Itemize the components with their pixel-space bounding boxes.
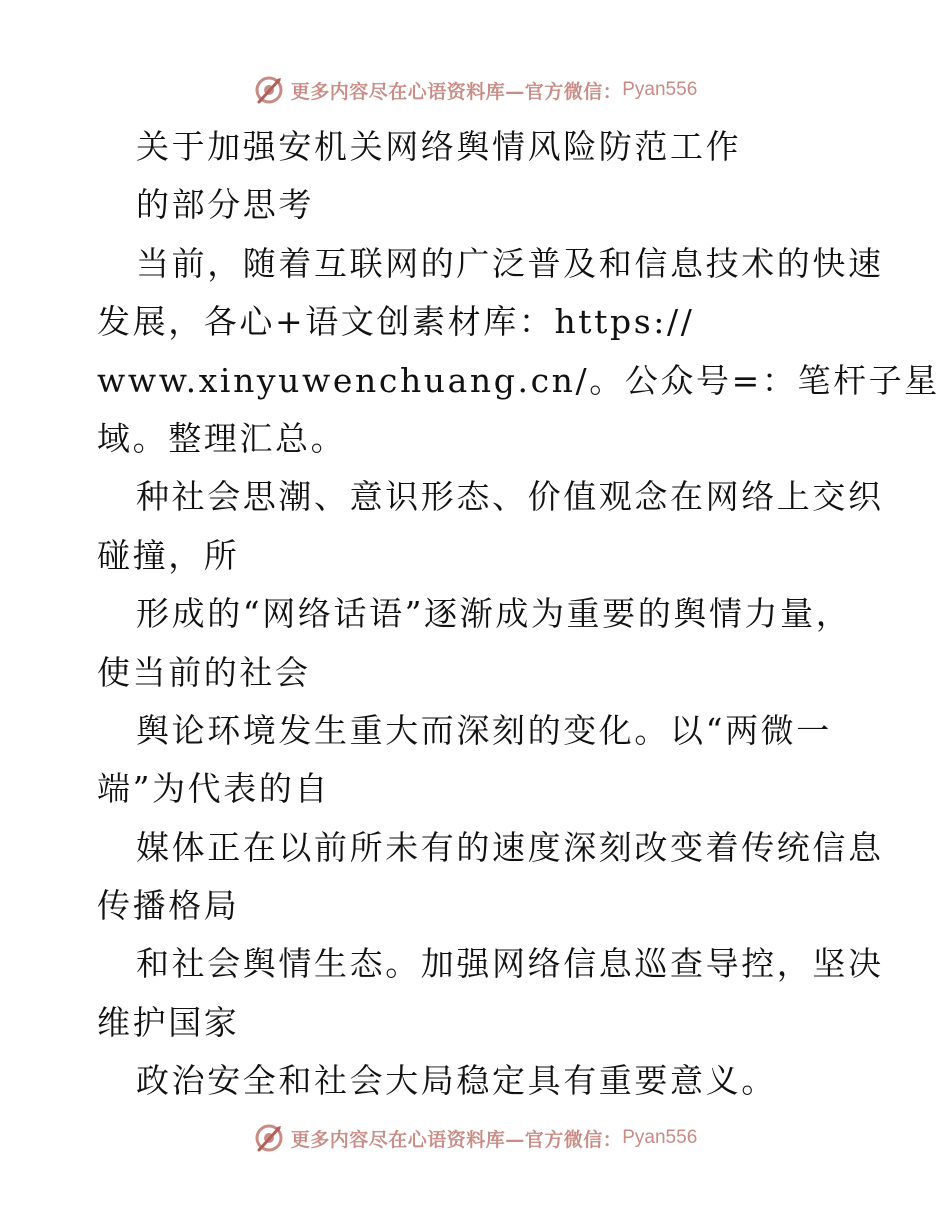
- document-body: [97, 118, 940, 1111]
- paragraph-line: 维护国家: [97, 1002, 240, 1042]
- paragraph-line: 发展，各心+语文创素材库：https://: [97, 302, 695, 342]
- paragraph-line: 碰撞，所: [97, 535, 240, 575]
- doc-title-line-2: 的部分思考: [136, 185, 314, 225]
- paragraph-line: 政治安全和社会大局稳定具有重要意义。: [136, 1061, 777, 1101]
- paragraph-line: 媒体正在以前所未有的速度深刻改变着传统信息: [136, 827, 884, 867]
- quill-badge-icon: [253, 1122, 285, 1154]
- doc-title-line-1: 关于加强安机关网络舆情风险防范工作: [136, 127, 742, 166]
- quill-badge-icon: [253, 74, 285, 106]
- banner-text: 更多内容尽在心语资料库—官方微信：: [290, 80, 623, 103]
- paragraph-line: 使当前的社会: [97, 652, 311, 692]
- paragraph-line: www.xinyuwenchuang.cn/。公众号=：笔杆子星: [97, 360, 940, 400]
- paragraph-line: 端”为代表的自: [97, 769, 331, 809]
- wechat-id: Pyan556: [622, 79, 698, 100]
- wechat-id: Pyan556: [622, 1127, 698, 1148]
- paragraph-line: 当前，随着互联网的广泛普及和信息技术的快速: [136, 243, 884, 283]
- banner-text: 更多内容尽在心语资料库—官方微信：: [290, 1128, 623, 1151]
- paragraph-line: 和社会舆情生态。加强网络信息巡查导控，坚决: [136, 944, 884, 984]
- paragraph-line: 种社会思潮、意识形态、价值观念在网络上交织: [136, 477, 884, 517]
- paragraph-line: 舆论环境发生重大而深刻的变化。以“两微一: [136, 710, 832, 750]
- header-banner: [0, 70, 950, 110]
- paragraph-line: 传播格局: [97, 886, 240, 926]
- paragraph-line: 域。整理汇总。: [97, 418, 347, 458]
- footer-banner: [0, 1118, 950, 1158]
- paragraph-line: 形成的“网络话语”逐渐成为重要的舆情力量，: [136, 594, 852, 634]
